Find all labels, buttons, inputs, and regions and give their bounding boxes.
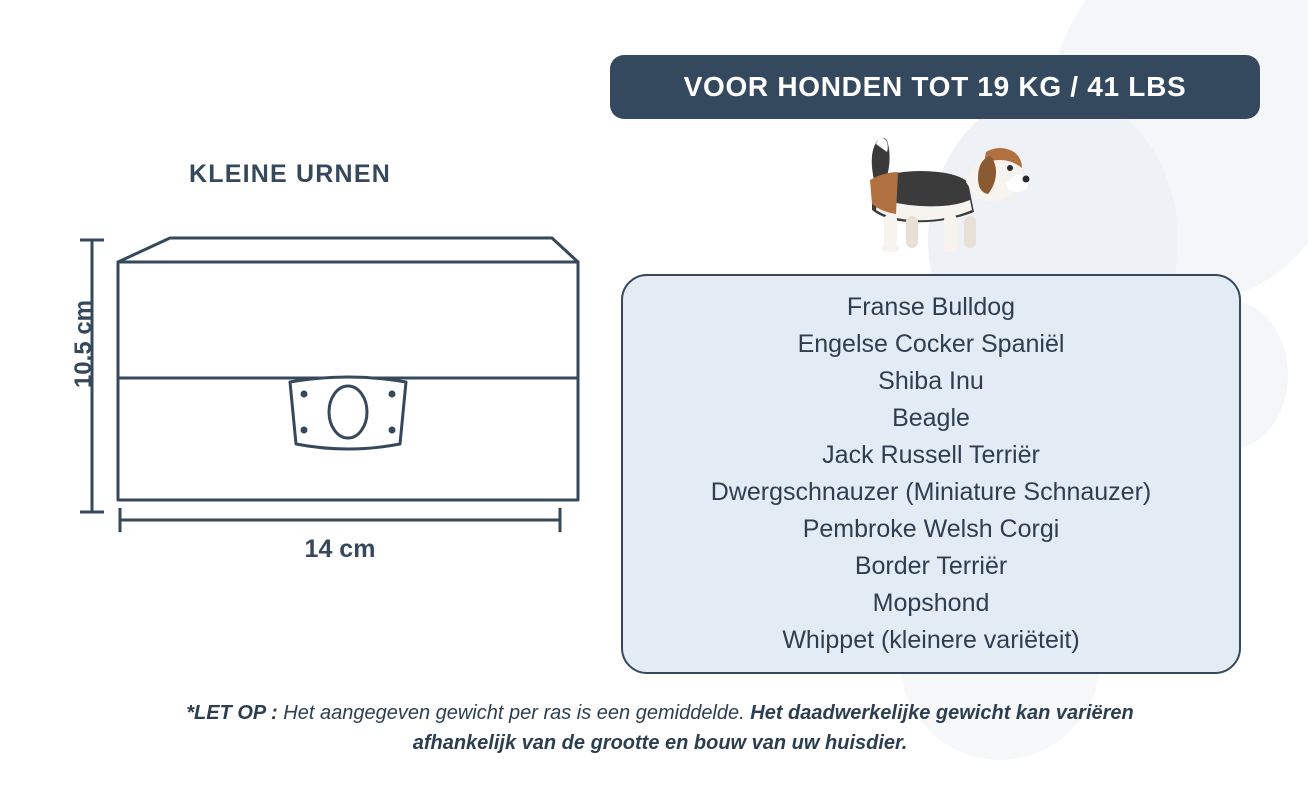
urn-illustration-panel (0, 0, 600, 690)
footnote-bold-tail: Het daadwerkelijke gewicht kan variëren afhankelijk van de grootte en bouw van uw huisdier. (412, 702, 1134, 754)
weight-banner-label: VOOR HONDEN TOT 19 KG / 41 LBS (683, 71, 1187, 102)
footnote-middle: Het aangegeven gewicht per ras is een gemiddelde. (277, 702, 751, 724)
breed-item: Pembroke Welsh Corgi (802, 515, 1060, 543)
breed-item: Beagle (892, 404, 970, 432)
breed-item: Shiba Inu (878, 367, 984, 395)
breed-item: Engelse Cocker Spaniël (797, 330, 1065, 358)
beagle-dog-illustration (840, 122, 1030, 257)
breed-item: Dwergschnauzer (Miniature Schnauzer) (710, 478, 1152, 506)
breed-item: Border Terriër (854, 552, 1008, 580)
breed-list-box (621, 274, 1241, 674)
footnote-lead: *LET OP : (186, 702, 278, 724)
urn-size-title: KLEINE URNEN (189, 160, 391, 188)
urn-height-label: 10.5 cm (70, 299, 98, 389)
breed-item: Jack Russell Terriër (822, 441, 1040, 469)
urn-width-label: 14 cm (304, 535, 376, 563)
footnote (160, 698, 1160, 758)
breed-item: Mopshond (872, 589, 990, 617)
breed-item: Franse Bulldog (846, 293, 1016, 321)
breed-item: Whippet (kleinere variëteit) (782, 626, 1080, 654)
weight-banner (610, 55, 1260, 119)
urn-drawing (0, 0, 600, 600)
